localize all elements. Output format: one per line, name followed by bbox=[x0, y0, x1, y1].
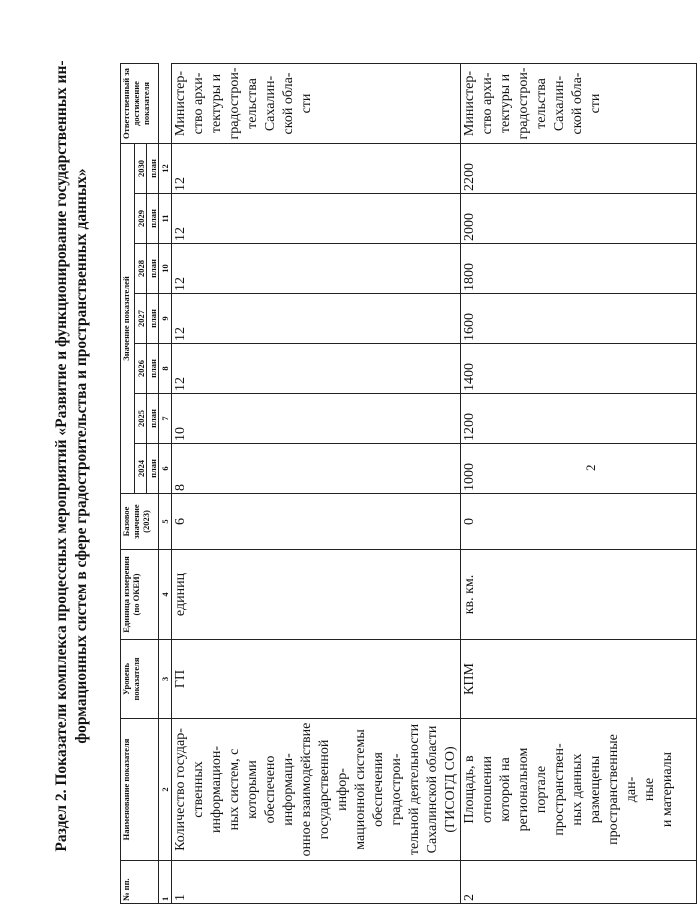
value-2024: 1000 bbox=[461, 444, 697, 494]
table-row bbox=[461, 64, 697, 904]
row-number: 1 bbox=[172, 861, 461, 904]
indicator-unit: кв. км. bbox=[461, 550, 697, 640]
header-year: 2028 bbox=[135, 244, 147, 294]
col-number: 4 bbox=[159, 550, 172, 640]
title-line-1: Раздел 2. Показатели комплекса процессных мероприятий «Развитие и функционирование государственных ин- bbox=[53, 60, 70, 852]
header-values-group: Значение показателей bbox=[121, 144, 135, 494]
header-plan: план bbox=[147, 444, 159, 494]
indicator-name: Площадь, в отношении которой на региональном портале пространствен- ных данных размещены пространственные дан- ные и материалы bbox=[461, 719, 697, 861]
header-year: 2025 bbox=[135, 394, 147, 444]
header-plan: план bbox=[147, 144, 159, 194]
indicator-base: 6 bbox=[172, 494, 461, 550]
value-2027: 12 bbox=[172, 294, 461, 344]
header-plan: план bbox=[147, 244, 159, 294]
indicator-base: 0 bbox=[461, 494, 697, 550]
row-number: 2 bbox=[461, 861, 697, 904]
value-2029: 12 bbox=[172, 194, 461, 244]
value-2030: 2200 bbox=[461, 144, 697, 194]
header-year: 2029 bbox=[135, 194, 147, 244]
value-2025: 1200 bbox=[461, 394, 697, 444]
section-title bbox=[52, 28, 92, 884]
col-number: 3 bbox=[159, 640, 172, 719]
header-name: Наименование показателя bbox=[121, 719, 159, 861]
header-year: 2024 bbox=[135, 444, 147, 494]
header-plan: план bbox=[147, 394, 159, 444]
value-2028: 12 bbox=[172, 244, 461, 294]
value-2030: 12 bbox=[172, 144, 461, 194]
value-2029: 2000 bbox=[461, 194, 697, 244]
col-number: 6 bbox=[159, 444, 172, 494]
col-number: 11 bbox=[159, 194, 172, 244]
header-base: Базовое значение (2023) bbox=[121, 494, 159, 550]
header-responsible: Ответственный за достижение показателя bbox=[121, 64, 159, 144]
value-2024: 8 bbox=[172, 444, 461, 494]
title-line-2: формационных систем в сфере градостроительства и пространственных данных» bbox=[73, 168, 90, 744]
col-number: 8 bbox=[159, 344, 172, 394]
header-plan: план bbox=[147, 194, 159, 244]
indicator-level: ГП bbox=[172, 640, 461, 719]
header-year: 2027 bbox=[135, 294, 147, 344]
header-num: № пп. bbox=[121, 861, 159, 904]
header-year: 2030 bbox=[135, 144, 147, 194]
col-number: 7 bbox=[159, 394, 172, 444]
header-plan: план bbox=[147, 344, 159, 394]
value-2026: 12 bbox=[172, 344, 461, 394]
col-number: 10 bbox=[159, 244, 172, 294]
responsible: Министер- ство архи- тектуры и градострои- тельства Сахалин- ской обла- сти bbox=[172, 64, 461, 144]
header-level: Уровень показателя bbox=[121, 640, 159, 719]
indicator-unit: единиц bbox=[172, 550, 461, 640]
header-plan: план bbox=[147, 294, 159, 344]
responsible: Министер- ство архи- тектуры и градострои- тельства Сахалин- ской обла- сти bbox=[461, 64, 697, 144]
value-2026: 1400 bbox=[461, 344, 697, 394]
indicators-table bbox=[120, 63, 697, 904]
value-2027: 1600 bbox=[461, 294, 697, 344]
col-number: 5 bbox=[159, 494, 172, 550]
value-2028: 1800 bbox=[461, 244, 697, 294]
page-number: 2 bbox=[583, 464, 598, 471]
column-numbers-row bbox=[159, 64, 172, 904]
indicator-level: КПМ bbox=[461, 640, 697, 719]
col-number: 2 bbox=[159, 719, 172, 861]
col-number: 1 bbox=[159, 861, 172, 904]
header-unit: Единица измерения (по ОКЕИ) bbox=[121, 550, 159, 640]
indicator-name: Количество государ- ственных информацион- ных систем, с которыми обеспечено информаци- онное взаимодействие государственной инфор- мационной системы обеспечения градострои- тельной деятельности Сахалинской области (ГИСОГД СО) bbox=[172, 719, 461, 861]
value-2025: 10 bbox=[172, 394, 461, 444]
col-number: 12 bbox=[159, 144, 172, 194]
table-row bbox=[172, 64, 461, 904]
header-year: 2026 bbox=[135, 344, 147, 394]
col-number: 9 bbox=[159, 294, 172, 344]
